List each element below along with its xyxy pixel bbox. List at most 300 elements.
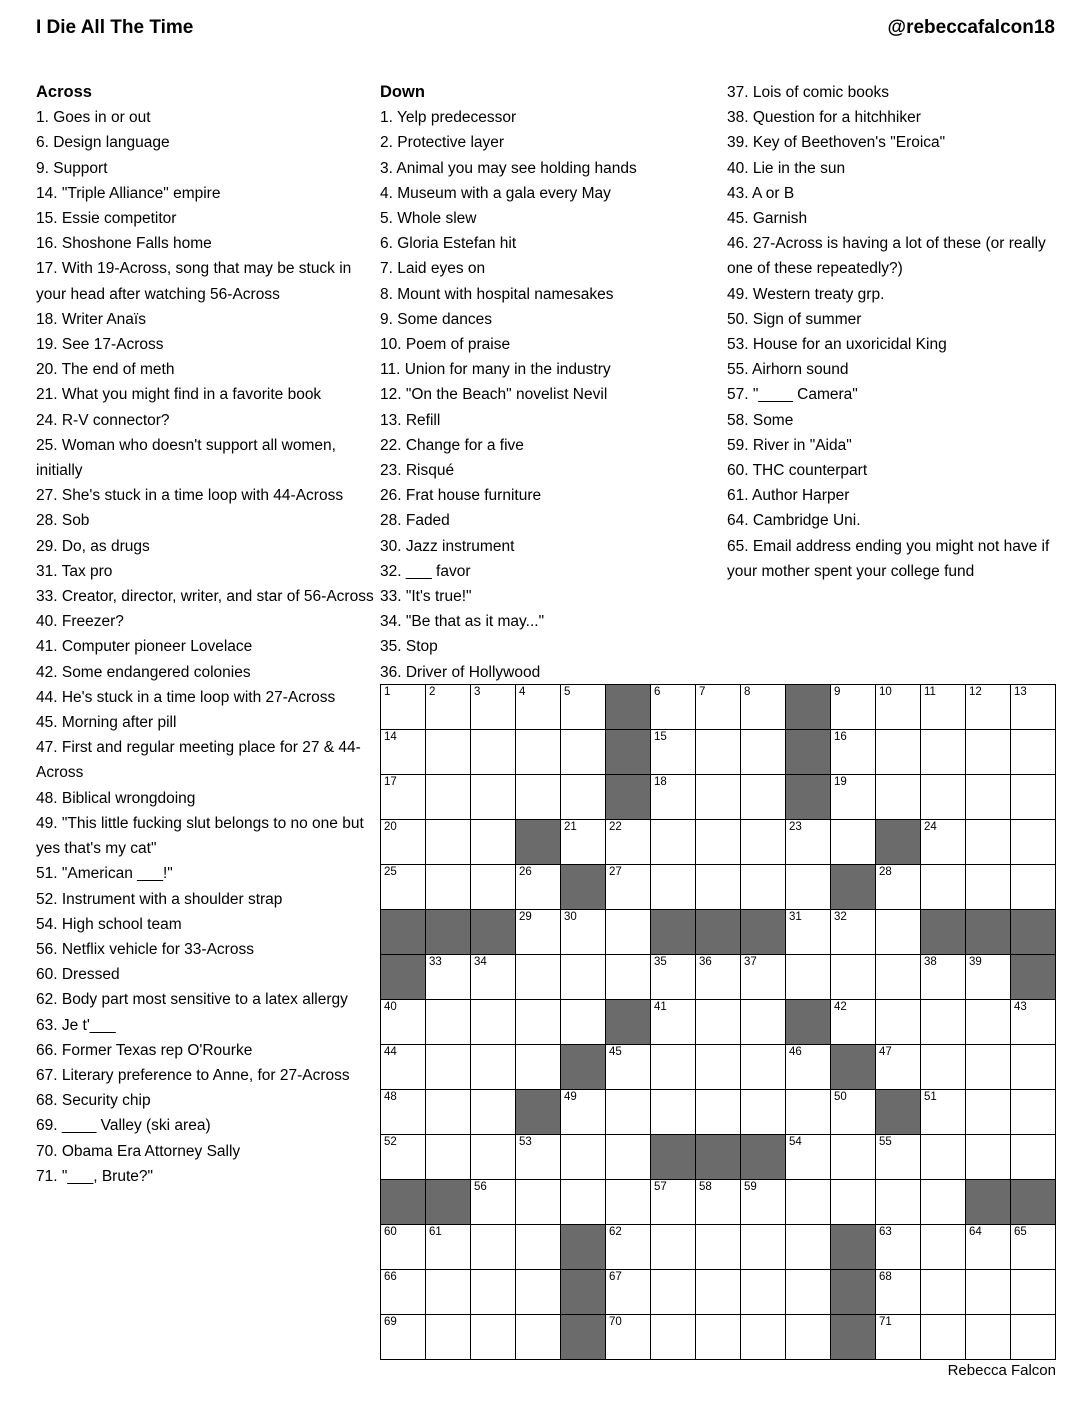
grid-cell-block [471,910,516,955]
clue-item: 55. Airhorn sound [727,361,849,379]
down-clues-column-1 [380,80,716,685]
cell-number: 42 [834,1001,847,1013]
grid-cell[interactable] [966,1315,1011,1360]
grid-cell[interactable] [741,1045,786,1090]
grid-cell[interactable] [516,955,561,1000]
clue-item: 28. Sob [36,512,90,530]
cell-number: 26 [519,866,532,878]
grid-cell[interactable] [516,1180,561,1225]
grid-cell[interactable] [786,1315,831,1360]
grid-cell[interactable] [966,1135,1011,1180]
clue-item: 44. He's stuck in a time loop with 27-Across [36,688,336,706]
cell-number: 54 [789,1136,802,1148]
clue-item: 38. Question for a hitchhiker [727,109,921,127]
clue-item: 25. Woman who doesn't support all women, initially [36,436,336,480]
grid-cell[interactable] [516,910,561,955]
clue-item: 24. R-V connector? [36,411,170,429]
grid-cell[interactable] [426,1135,471,1180]
grid-cell-block [606,730,651,775]
grid-cell[interactable] [1011,820,1056,865]
grid-cell[interactable] [921,1180,966,1225]
clue-item: 14. "Triple Alliance" empire [36,184,221,202]
grid-cell[interactable] [471,1180,516,1225]
cell-number: 22 [609,821,622,833]
grid-cell[interactable] [741,1270,786,1315]
clue-item: 49. "This little fucking slut belongs to no one but yes that's my cat" [36,814,364,858]
grid-cell[interactable] [1011,1315,1056,1360]
clue-item: 11. Union for many in the industry [380,361,611,379]
grid-cell[interactable] [696,730,741,775]
grid-cell[interactable] [921,1045,966,1090]
grid-cell[interactable] [741,730,786,775]
grid-cell[interactable] [1011,1090,1056,1135]
cell-number: 1 [384,686,391,698]
grid-cell[interactable] [921,1270,966,1315]
grid-cell[interactable] [786,865,831,910]
clue-item: 32. ___ favor [380,562,471,580]
grid-cell[interactable] [741,865,786,910]
grid-cell[interactable] [921,1315,966,1360]
grid-cell-block [696,910,741,955]
author-handle: @rebeccafalcon18 [887,17,1055,38]
grid-cell[interactable] [831,1135,876,1180]
grid-cell[interactable] [606,820,651,865]
grid-cell[interactable] [876,685,921,730]
clue-item: 64. Cambridge Uni. [727,512,861,530]
clue-item: 54. High school team [36,915,182,933]
grid-cell[interactable] [606,1225,651,1270]
grid-cell[interactable] [516,685,561,730]
grid-cell[interactable] [741,820,786,865]
clue-item: 23. Risqué [380,462,455,480]
cell-number: 28 [879,866,892,878]
grid-cell[interactable] [426,1225,471,1270]
grid-cell[interactable] [426,1090,471,1135]
grid-cell[interactable] [741,1225,786,1270]
byline: Rebecca Falcon [947,1362,1056,1379]
grid-cell[interactable] [921,1135,966,1180]
grid-cell[interactable] [381,1045,426,1090]
grid-cell[interactable] [876,1315,921,1360]
grid-cell[interactable] [786,1270,831,1315]
grid-cell[interactable] [381,685,426,730]
grid-cell[interactable] [606,1180,651,1225]
cell-number: 6 [654,686,661,698]
cell-number: 66 [384,1271,397,1283]
grid-cell[interactable] [471,1225,516,1270]
grid-cell[interactable] [426,730,471,775]
cell-number: 17 [384,776,397,788]
cell-number: 16 [834,731,847,743]
grid-cell[interactable] [876,1000,921,1045]
grid-cell[interactable] [561,775,606,820]
grid-cell[interactable] [561,730,606,775]
grid-cell[interactable] [561,1000,606,1045]
grid-cell[interactable] [696,1270,741,1315]
grid-cell[interactable] [471,955,516,1000]
grid-cell[interactable] [651,1180,696,1225]
cell-number: 69 [384,1316,397,1328]
clue-item: 15. Essie competitor [36,210,177,228]
grid-cell[interactable] [651,865,696,910]
grid-cell[interactable] [561,1135,606,1180]
grid-cell[interactable] [651,1045,696,1090]
grid-cell[interactable] [741,1000,786,1045]
cell-number: 3 [474,686,481,698]
cell-number: 35 [654,956,667,968]
clue-item: 4. Museum with a gala every May [380,184,611,202]
grid-cell[interactable] [966,1225,1011,1270]
clue-item: 60. Dressed [36,966,120,984]
grid-cell[interactable] [651,955,696,1000]
clue-item: 58. Some [727,411,794,429]
grid-cell[interactable] [876,1135,921,1180]
grid-cell[interactable] [786,1225,831,1270]
grid-cell-block [426,910,471,955]
cell-number: 58 [699,1181,712,1193]
grid-cell[interactable] [1011,775,1056,820]
grid-cell[interactable] [786,1045,831,1090]
grid-cell-block [561,1315,606,1360]
clue-item: 69. ____ Valley (ski area) [36,1117,211,1135]
grid-cell[interactable] [696,1180,741,1225]
grid-cell[interactable] [426,1045,471,1090]
grid-cell[interactable] [381,1135,426,1180]
grid-cell[interactable] [966,865,1011,910]
grid-cell[interactable] [966,775,1011,820]
grid-cell[interactable] [606,1090,651,1135]
grid-cell[interactable] [741,1315,786,1360]
grid-cell[interactable] [741,685,786,730]
grid-cell[interactable] [921,1225,966,1270]
grid-cell[interactable] [786,1090,831,1135]
grid-cell[interactable] [516,775,561,820]
grid-cell[interactable] [1011,685,1056,730]
grid-cell[interactable] [876,865,921,910]
grid-cell[interactable] [921,1000,966,1045]
grid-cell[interactable] [696,1225,741,1270]
grid-cell[interactable] [516,1000,561,1045]
grid-cell[interactable] [921,730,966,775]
grid-cell[interactable] [786,1135,831,1180]
clue-item: 12. "On the Beach" novelist Nevil [380,386,608,404]
grid-cell[interactable] [606,865,651,910]
grid-cell[interactable] [651,1270,696,1315]
grid-cell[interactable] [831,1180,876,1225]
clue-item: 37. Lois of comic books [727,84,889,101]
cell-number: 33 [429,956,442,968]
grid-cell[interactable] [696,955,741,1000]
grid-cell[interactable] [1011,1225,1056,1270]
grid-cell[interactable] [561,910,606,955]
grid-cell-block [561,1225,606,1270]
down-clues-list-2 [727,80,1065,584]
grid-cell[interactable] [561,1180,606,1225]
grid-cell[interactable] [831,685,876,730]
grid-cell[interactable] [606,1135,651,1180]
grid-cell[interactable] [876,1180,921,1225]
grid-cell[interactable] [381,1225,426,1270]
grid-cell[interactable] [1011,865,1056,910]
grid-cell[interactable] [426,685,471,730]
grid-cell[interactable] [1011,730,1056,775]
grid-cell[interactable] [741,955,786,1000]
grid-cell[interactable] [471,775,516,820]
clue-item: 62. Body part most sensitive to a latex allergy [36,991,348,1009]
clue-item: 63. Je t'___ [36,1016,116,1034]
clue-item: 28. Faded [380,512,450,530]
grid-cell[interactable] [696,820,741,865]
grid-cell-block [381,955,426,1000]
grid-cell[interactable] [696,1000,741,1045]
grid-cell[interactable] [966,955,1011,1000]
grid-cell-block [786,1000,831,1045]
clue-item: 21. What you might find in a favorite book [36,386,322,404]
grid-cell[interactable] [696,865,741,910]
grid-cell[interactable] [561,1090,606,1135]
grid-cell[interactable] [966,1000,1011,1045]
grid-cell[interactable] [786,1180,831,1225]
clue-item: 5. Whole slew [380,210,477,228]
cell-number: 18 [654,776,667,788]
cell-number: 49 [564,1091,577,1103]
down-header: Down [380,83,425,101]
clue-item: 10. Poem of praise [380,336,511,354]
clue-item: 66. Former Texas rep O'Rourke [36,1041,253,1059]
cell-number: 10 [879,686,892,698]
grid-cell-block [786,775,831,820]
grid-cell[interactable] [381,1090,426,1135]
clue-item: 45. Garnish [727,210,808,228]
grid-cell[interactable] [606,1315,651,1360]
clue-item: 26. Frat house furniture [380,487,542,505]
cell-number: 67 [609,1271,622,1283]
grid-cell[interactable] [426,955,471,1000]
grid-cell[interactable] [651,1225,696,1270]
cell-number: 29 [519,911,532,923]
grid-cell[interactable] [921,820,966,865]
grid-cell[interactable] [696,1090,741,1135]
grid-cell[interactable] [471,730,516,775]
cell-number: 41 [654,1001,667,1013]
clue-item: 53. House for an uxoricidal King [727,336,947,354]
grid-cell[interactable] [516,730,561,775]
grid-cell[interactable] [831,910,876,955]
grid-cell[interactable] [966,820,1011,865]
grid-cell[interactable] [651,1090,696,1135]
clue-item: 47. First and regular meeting place for 27 & 44-Across [36,739,361,782]
grid-cell[interactable] [471,1270,516,1315]
grid-cell[interactable] [831,955,876,1000]
clue-item: 40. Lie in the sun [727,159,846,177]
grid-cell[interactable] [561,820,606,865]
grid-cell[interactable] [1011,1135,1056,1180]
grid-cell[interactable] [876,775,921,820]
grid-cell[interactable] [471,1000,516,1045]
grid-cell[interactable] [606,955,651,1000]
clue-item: 19. See 17-Across [36,336,164,354]
grid-cell[interactable] [876,730,921,775]
clue-item: 36. Driver of Hollywood [380,663,541,681]
grid-cell[interactable] [606,1270,651,1315]
grid-cell[interactable] [696,685,741,730]
grid-cell[interactable] [921,1090,966,1135]
grid-cell[interactable] [651,730,696,775]
clue-item: 34. "Be that as it may..." [380,613,545,631]
grid-cell[interactable] [426,865,471,910]
grid-cell[interactable] [471,685,516,730]
grid-cell-block [1011,955,1056,1000]
grid-cell[interactable] [516,1315,561,1360]
clue-item: 50. Sign of summer [727,310,862,328]
grid-cell[interactable] [561,955,606,1000]
cell-number: 60 [384,1226,397,1238]
grid-cell[interactable] [741,1180,786,1225]
grid-cell-block [651,1135,696,1180]
grid-cell-block [381,910,426,955]
grid-cell[interactable] [966,1270,1011,1315]
grid-cell[interactable] [1011,1000,1056,1045]
grid-cell[interactable] [876,955,921,1000]
clue-item: 9. Support [36,159,108,177]
grid-cell[interactable] [651,775,696,820]
grid-cell[interactable] [921,865,966,910]
clue-item: 42. Some endangered colonies [36,663,251,681]
grid-cell-block [426,1180,471,1225]
grid-cell[interactable] [966,1045,1011,1090]
grid-cell[interactable] [876,1270,921,1315]
grid-cell[interactable] [696,1315,741,1360]
clue-item: 18. Writer Anaïs [36,310,146,328]
clue-item: 6. Design language [36,134,170,152]
grid-cell[interactable] [831,1090,876,1135]
grid-cell[interactable] [651,685,696,730]
grid-cell-block [921,910,966,955]
cell-number: 63 [879,1226,892,1238]
cell-number: 27 [609,866,622,878]
grid-cell[interactable] [921,685,966,730]
grid-cell[interactable] [651,1315,696,1360]
grid-cell[interactable] [561,685,606,730]
grid-cell[interactable] [381,820,426,865]
grid-cell[interactable] [426,1315,471,1360]
crossword-grid [380,684,1056,1360]
grid-cell[interactable] [651,1000,696,1045]
grid-cell[interactable] [966,730,1011,775]
cell-number: 19 [834,776,847,788]
grid-cell[interactable] [876,910,921,955]
grid-cell-block [741,910,786,955]
grid-cell[interactable] [831,730,876,775]
cell-number: 71 [879,1316,892,1328]
cell-number: 24 [924,821,937,833]
grid-cell[interactable] [606,910,651,955]
grid-cell[interactable] [786,955,831,1000]
clue-item: 33. Creator, director, writer, and star of 56-Across [36,588,374,606]
grid-cell[interactable] [516,1225,561,1270]
grid-cell[interactable] [876,1225,921,1270]
cell-number: 53 [519,1136,532,1148]
grid-cell[interactable] [381,1270,426,1315]
grid-cell[interactable] [876,1045,921,1090]
grid-cell[interactable] [831,775,876,820]
grid-cell[interactable] [966,1090,1011,1135]
grid-cell[interactable] [966,685,1011,730]
grid-cell[interactable] [381,865,426,910]
grid-cell[interactable] [921,775,966,820]
grid-cell[interactable] [471,1090,516,1135]
grid-cell-block [606,1000,651,1045]
grid-cell[interactable] [1011,1045,1056,1090]
clue-item: 46. 27-Across is having a lot of these (or really one of these repeatedly?) [727,235,1046,278]
grid-cell[interactable] [921,955,966,1000]
grid-cell[interactable] [741,1090,786,1135]
grid-cell[interactable] [741,775,786,820]
cell-number: 56 [474,1181,487,1193]
grid-cell-block [876,1090,921,1135]
clue-item: 51. "American ___!" [36,865,173,883]
grid-cell[interactable] [426,820,471,865]
grid-cell[interactable] [831,820,876,865]
grid-cell[interactable] [516,1135,561,1180]
grid-cell[interactable] [1011,1270,1056,1315]
grid-cell-block [786,730,831,775]
cell-number: 2 [429,686,436,698]
cell-number: 5 [564,686,571,698]
cell-number: 43 [1014,1001,1027,1013]
grid-cell[interactable] [651,820,696,865]
cell-number: 4 [519,686,526,698]
clue-item: 2. Protective layer [380,134,505,152]
grid-cell[interactable] [471,1315,516,1360]
grid-cell[interactable] [381,1315,426,1360]
grid-cell[interactable] [426,775,471,820]
cell-number: 57 [654,1181,667,1193]
clue-item: 61. Author Harper [727,487,850,505]
grid-cell[interactable] [381,775,426,820]
grid-cell[interactable] [696,775,741,820]
cell-number: 51 [924,1091,937,1103]
grid-cell-block [516,1090,561,1135]
grid-cell[interactable] [696,1045,741,1090]
clue-item: 27. She's stuck in a time loop with 44-Across [36,487,344,505]
grid-cell[interactable] [471,1045,516,1090]
grid-cell[interactable] [786,910,831,955]
grid-cell[interactable] [381,730,426,775]
grid-cell[interactable] [786,820,831,865]
grid-cell[interactable] [426,1270,471,1315]
grid-cell[interactable] [516,1045,561,1090]
clue-item: 20. The end of meth [36,361,175,379]
grid-cell[interactable] [831,1000,876,1045]
grid-cell[interactable] [606,1045,651,1090]
grid-cell[interactable] [426,1000,471,1045]
clue-item: 45. Morning after pill [36,714,177,732]
cell-number: 52 [384,1136,397,1148]
grid-cell[interactable] [516,1270,561,1315]
grid-cell[interactable] [516,865,561,910]
puzzle-title: I Die All The Time [36,17,194,38]
grid-cell[interactable] [381,1000,426,1045]
grid-cell[interactable] [471,820,516,865]
clue-item: 52. Instrument with a shoulder strap [36,890,283,908]
cell-number: 32 [834,911,847,923]
grid-cell-block [561,1045,606,1090]
grid-cell[interactable] [471,1135,516,1180]
grid-cell[interactable] [471,865,516,910]
cell-number: 64 [969,1226,982,1238]
grid-cell-block [831,865,876,910]
